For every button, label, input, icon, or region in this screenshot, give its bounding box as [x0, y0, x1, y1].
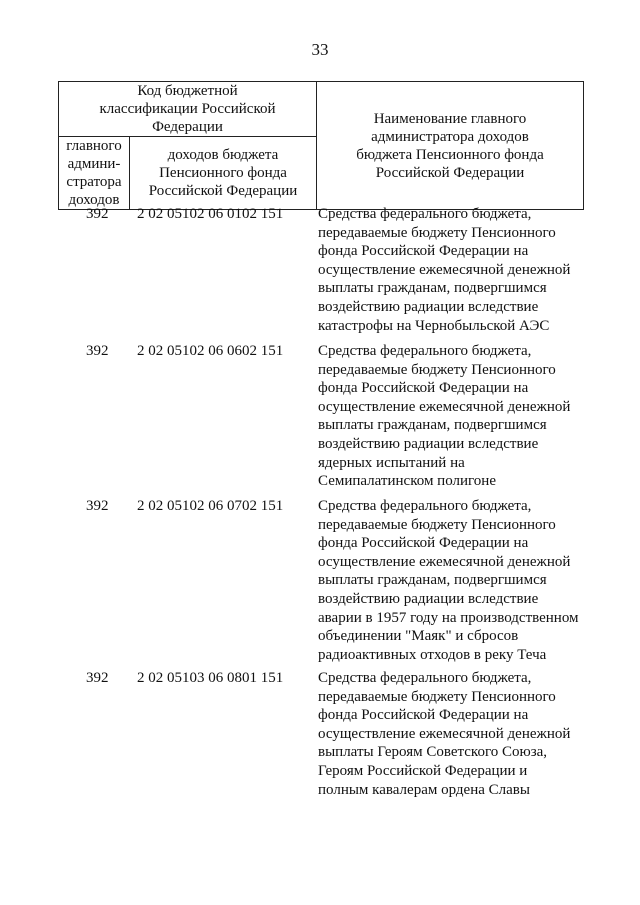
classification-title: Код бюджетной классификации Российской Федерации [99, 83, 276, 135]
description-line: Семипалатинском полигоне [318, 473, 496, 490]
description-line: полным кавалерам ордена Славы [318, 781, 530, 798]
description-line: Средства федерального бюджета, [318, 670, 532, 686]
admin-code: 392 [86, 343, 109, 359]
description-line: выплаты Героям Советского Союза, [318, 744, 548, 761]
classification-title-cell [59, 82, 317, 137]
income-description [318, 342, 590, 491]
description-line: воздействию радиации вследствие [318, 435, 539, 452]
classification-header-table [58, 81, 584, 210]
name-column-title: Наименование главного администратора доходов бюджета Пенсионного фонда Российской Федерации [356, 110, 544, 181]
description-line: воздействию радиации вследствие [318, 590, 539, 607]
description-line: фонда Российской Федерации на [318, 535, 529, 552]
description-line: Средства федерального бюджета, [318, 343, 532, 359]
name-column-cell [317, 82, 584, 210]
admin-code: 392 [86, 670, 109, 686]
description-line: передаваемые бюджету Пенсионного [318, 688, 556, 705]
admin-code: 392 [86, 498, 109, 514]
description-line: фонда Российской Федерации на [318, 243, 529, 260]
description-line: ядерных испытаний на [318, 454, 465, 471]
budget-code: 2 02 05102 06 0602 151 [137, 343, 284, 359]
description-line: фонда Российской Федерации на [318, 380, 529, 397]
admin-column-title: главного админи-стратора доходов [66, 138, 122, 208]
description-line: объединении "Маяк" и сбросов [318, 628, 519, 645]
description-line: осуществление ежемесячной денежной [318, 553, 571, 570]
description-line: передаваемые бюджету Пенсионного [318, 224, 556, 241]
admin-code: 392 [86, 206, 109, 222]
description-line: выплаты гражданам, подвергшимся [318, 417, 547, 434]
income-column-cell [130, 137, 317, 210]
description-line: радиоактивных отходов в реку Теча [318, 646, 547, 663]
description-line: аварии в 1957 году на производственном [318, 609, 579, 626]
description-line: воздействию радиации вследствие [318, 298, 539, 315]
income-description [318, 205, 590, 335]
income-description [318, 497, 590, 664]
description-line: выплаты гражданам, подвергшимся [318, 572, 547, 589]
description-line: фонда Российской Федерации на [318, 707, 529, 724]
budget-code: 2 02 05102 06 0102 151 [137, 206, 284, 222]
description-line: Средства федерального бюджета, [318, 206, 532, 222]
description-line: осуществление ежемесячной денежной [318, 725, 571, 742]
admin-column-cell [59, 137, 130, 210]
description-line: передаваемые бюджету Пенсионного [318, 516, 556, 533]
budget-code: 2 02 05103 06 0801 151 [137, 670, 284, 686]
description-line: катастрофы на Чернобыльской АЭС [318, 317, 550, 334]
description-line: выплаты гражданам, подвергшимся [318, 280, 547, 297]
description-line: Героям Российской Федерации и [318, 762, 528, 779]
description-line: Средства федерального бюджета, [318, 498, 532, 514]
income-description [318, 669, 590, 799]
description-line: передаваемые бюджету Пенсионного [318, 361, 556, 378]
description-line: осуществление ежемесячной денежной [318, 261, 571, 278]
description-line: осуществление ежемесячной денежной [318, 398, 571, 415]
income-column-title: доходов бюджета Пенсионного фонда Российской Федерации [148, 147, 298, 199]
page-number: 33 [311, 40, 329, 59]
budget-code: 2 02 05102 06 0702 151 [137, 498, 284, 514]
